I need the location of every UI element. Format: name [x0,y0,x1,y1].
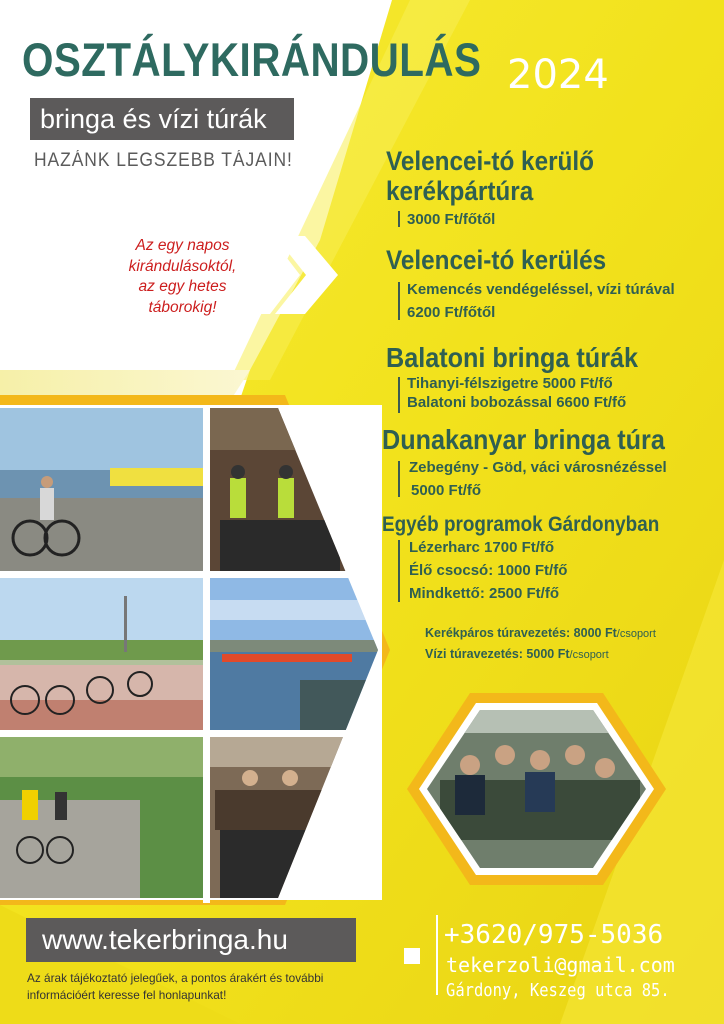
callout-line: táborokig! [148,298,217,316]
guide-price-water [425,647,609,661]
subtitle-banner: bringa és vízi túrák [30,98,294,140]
guide-label: Kerékpáros túravezetés: 8000 Ft [425,626,617,640]
program-title-gardony: Egyéb programok Gárdonyban [382,513,660,536]
program-detail: 6200 Ft/főtől [407,304,496,321]
email-address[interactable]: tekerzoli@gmail.com [446,953,675,977]
cyclist-lake-photo [0,408,203,571]
contact-divider [436,915,438,995]
guide-price-bike [425,626,656,640]
program-detail: Élő csocsó: 1000 Ft/fő [409,562,568,579]
program-detail: Lézerharc 1700 Ft/fő [409,539,555,556]
phone-number[interactable]: +3620/975-5036 [444,920,664,950]
website-link[interactable]: www.tekerbringa.hu [26,918,356,962]
program-detail: Mindkettő: 2500 Ft/fő [409,585,560,602]
forest-cyclists-photo [0,737,203,898]
callout-line: Az egy napos [135,237,230,254]
program-detail: Kemencés vendégeléssel, vízi túrával [407,281,675,298]
group-cyclists-photo [0,578,203,730]
guide-label: Vízi túravezetés: 5000 Ft [425,647,570,661]
square-bullet-icon [404,948,420,964]
program-detail: Balatoni bobozással 6600 Ft/fő [407,394,627,411]
program-detail: Tihanyi-félszigetre 5000 Ft/fő [407,375,613,392]
program-detail: 3000 Ft/főtől [407,211,496,228]
program-detail: Zebegény - Göd, váci városnézéssel [409,459,667,476]
callout-text [100,236,265,318]
program-title-line: kerékpártúra [386,176,534,206]
program-title-velence-tour: Velencei-tó kerülés [386,245,607,275]
street-address: Gárdony, Keszeg utca 85. [446,980,670,1001]
callout-line: az egy hetes [138,278,227,295]
price-disclaimer: Az árak tájékoztató jelegűek, a pontos árakért és további információért keresse fel honlapunkat! [27,971,324,1002]
program-title-balaton: Balatoni bringa túrák [386,342,639,373]
year-label: 2024 [507,52,609,98]
page-title: OSZTÁLYKIRÁNDULÁS [22,33,482,86]
callout-line: kirándulásoktól, [128,257,237,275]
program-title-velence-bike [386,146,594,206]
tagline: HAZÁNK LEGSZEBB TÁJAIN! [34,150,293,171]
program-title-line: Velencei-tó kerülő [386,146,594,176]
guide-unit: /csoport [616,628,656,640]
guide-unit: /csoport [569,649,609,661]
program-detail: 5000 Ft/fő [411,482,482,499]
program-title-dunakanyar: Dunakanyar bringa túra [382,424,665,455]
